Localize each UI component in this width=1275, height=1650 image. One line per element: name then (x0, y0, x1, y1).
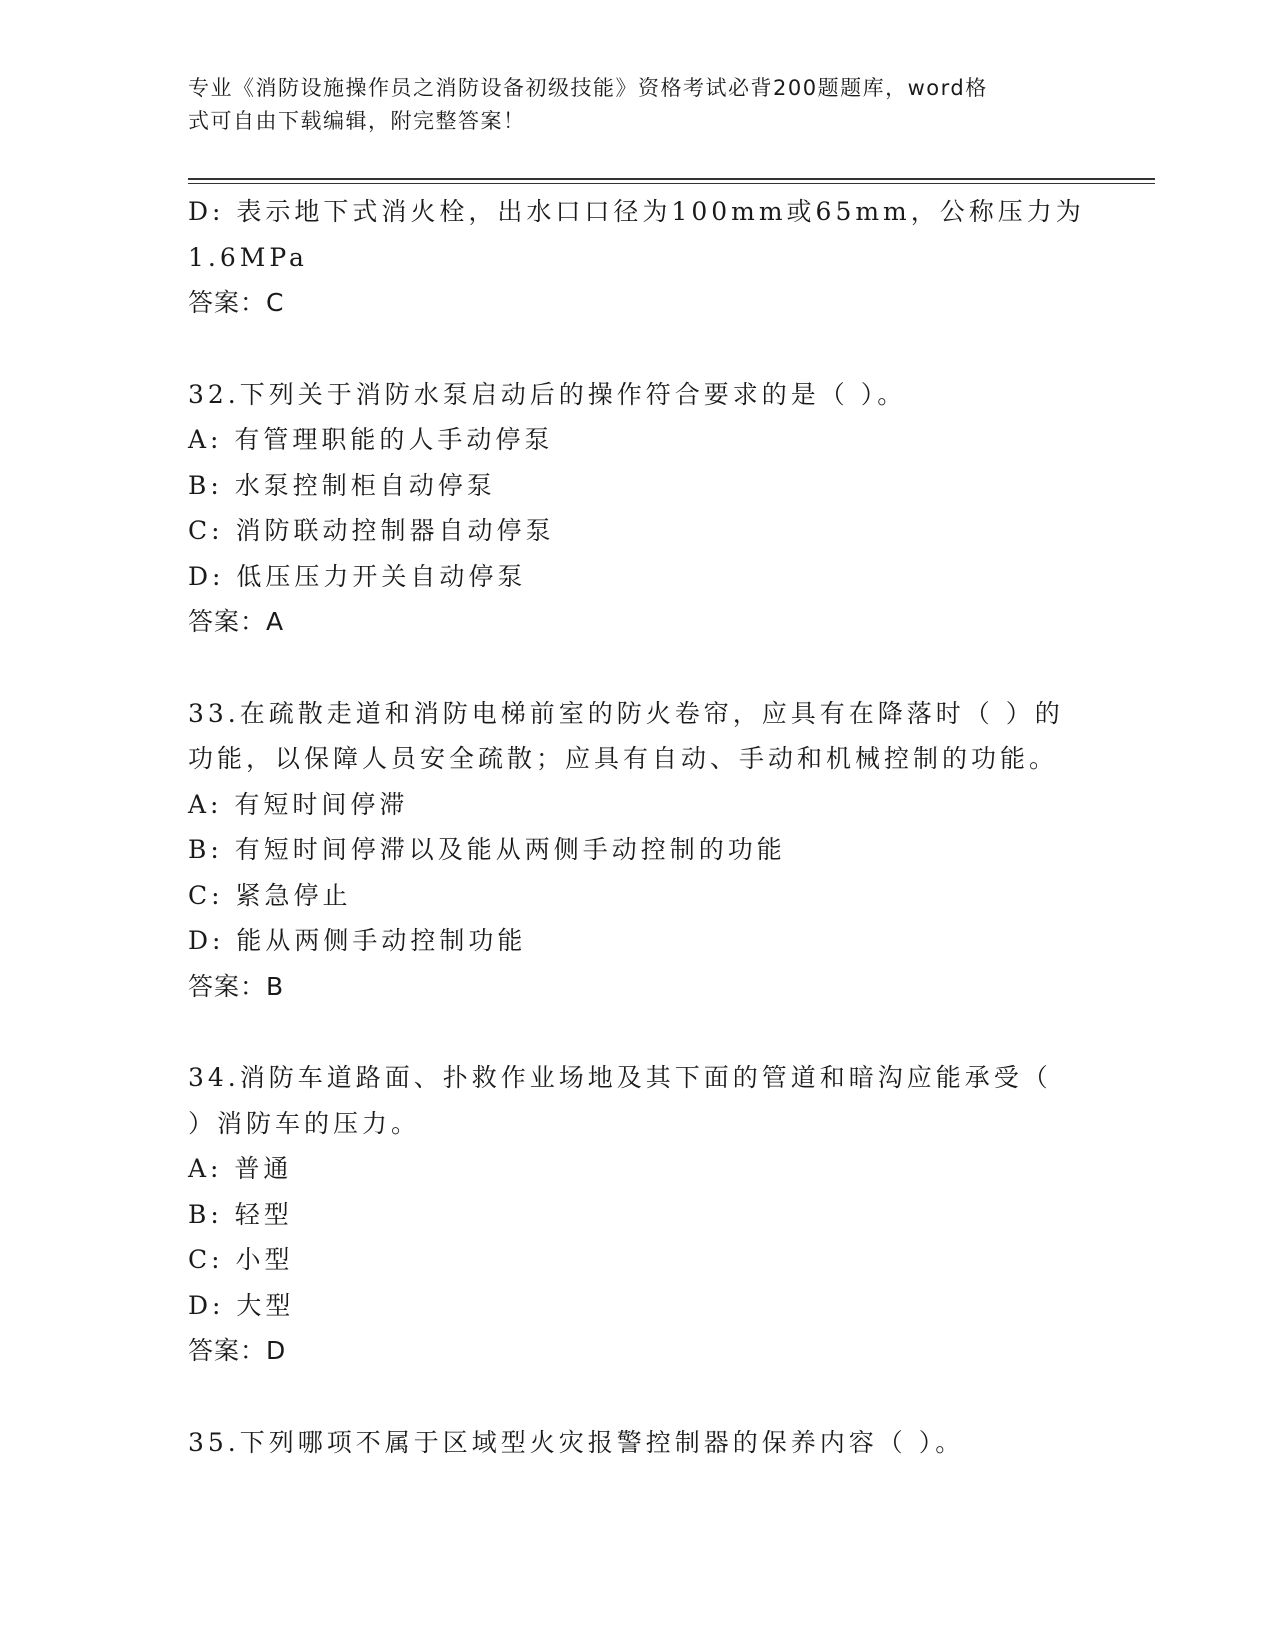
option-d: D: 表示地下式消火栓，出水口口径为100mm或65mm，公称压力为 (188, 197, 1085, 226)
option-c: C: 小型 (188, 1245, 294, 1274)
option-d: D: 低压压力开关自动停泵 (188, 561, 527, 591)
option-c: C: 紧急停止 (188, 880, 352, 910)
question-35 (188, 1420, 1088, 1466)
document-body (188, 189, 1088, 1465)
question-33 (188, 691, 1088, 1010)
header-rule-thin (188, 183, 1155, 184)
question-stem: 32.下列关于消防水泵启动后的操作符合要求的是（ ）。 (188, 379, 907, 409)
question-stem-wrap: ）消防车的压力。 (188, 1108, 421, 1138)
header-line-2: 式可自由下载编辑，附完整答案！ (188, 109, 526, 133)
option-d-wrap: 1.6MPa (188, 242, 308, 272)
option-a: A: 有管理职能的人手动停泵 (188, 425, 554, 454)
question-31-continuation (188, 189, 1088, 326)
option-a: A: 普通 (188, 1154, 293, 1183)
option-a: A: 有短时间停滞 (188, 789, 409, 819)
question-stem-wrap: 功能，以保障人员安全疏散；应具有自动、手动和机械控制的功能。 (188, 744, 1059, 773)
answer-label: 答案：D (188, 1336, 287, 1365)
option-d: D: 大型 (188, 1290, 295, 1320)
answer-label: 答案：C (188, 288, 285, 317)
option-b: B: 轻型 (188, 1199, 293, 1229)
header-rule-thick (188, 178, 1155, 180)
question-32 (188, 372, 1088, 645)
question-34 (188, 1055, 1088, 1374)
answer-label: 答案：B (188, 971, 285, 1001)
page-header (188, 72, 1088, 138)
question-stem: 33.在疏散走道和消防电梯前室的防火卷帘，应具有在降落时（ ）的 (188, 698, 1064, 728)
option-b: B: 有短时间停滞以及能从两侧手动控制的功能 (188, 835, 786, 864)
answer-label: 答案：A (188, 607, 285, 636)
option-d: D: 能从两侧手动控制功能 (188, 926, 527, 955)
option-c: C: 消防联动控制器自动停泵 (188, 516, 555, 545)
question-stem: 35.下列哪项不属于区域型火灾报警控制器的保养内容（ ）。 (188, 1427, 965, 1457)
header-line-1: 专业《消防设施操作员之消防设备初级技能》资格考试必背200题题库，word格 (188, 76, 988, 100)
option-b: B: 水泵控制柜自动停泵 (188, 470, 496, 500)
question-stem: 34.消防车道路面、扑救作业场地及其下面的管道和暗沟应能承受（ (188, 1063, 1052, 1092)
